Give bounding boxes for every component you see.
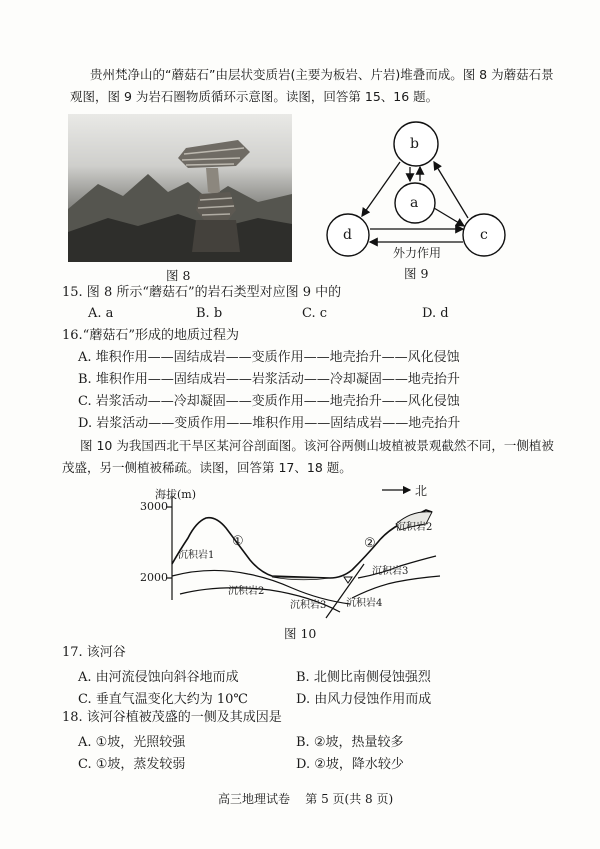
tick-label-3000: 3000	[140, 500, 168, 513]
q17-option-d: D. 由风力侵蚀作用而成	[296, 692, 432, 707]
fault-line	[326, 564, 364, 618]
rock-label-1: 沉积岩1	[178, 550, 215, 561]
rock-label-2: 沉积岩2	[228, 586, 265, 597]
q15-option-b: B. b	[196, 306, 223, 321]
node-d-label: d	[343, 227, 352, 243]
q17-option-a: A. 由河流侵蚀向斜谷地而成	[78, 670, 239, 685]
fig9-caption: 图 9	[404, 266, 429, 281]
arrow-a-to-c	[434, 208, 464, 226]
q18-option-b: B. ②坡，热量较多	[296, 735, 404, 750]
fig10-caption: 图 10	[284, 626, 317, 641]
q16-option-a: A. 堆积作用——固结成岩——变质作用——地壳抬升——风化侵蚀	[78, 350, 460, 365]
rock-label-4: 沉积岩4	[346, 598, 383, 609]
slope-2-marker: ②	[364, 536, 376, 551]
q18-option-d: D. ②坡，降水较少	[296, 757, 404, 772]
rock-label-3b: 沉积岩3	[372, 566, 409, 577]
intro-line-2: 观图，图 9 为岩石圈物质循环示意图。读图，回答第 15、16 题。	[70, 89, 439, 104]
arrow-c-to-b	[434, 162, 468, 218]
q17-stem: 17. 该河谷	[62, 645, 126, 660]
y-axis-label: 海拔(m)	[155, 488, 197, 501]
intro2-line-1: 图 10 为我国西北干旱区某河谷剖面图。该河谷两侧山坡植被景观截然不同，一侧植被	[80, 438, 554, 453]
q16-option-b: B. 堆积作用——固结成岩——岩浆活动——冷却凝固——地壳抬升	[78, 372, 460, 387]
q16-stem: 16.“蘑菇石”形成的地质过程为	[62, 328, 239, 343]
q15-option-c: C. c	[302, 306, 328, 321]
node-a-label: a	[410, 195, 419, 211]
rock-label-2b: 沉积岩2	[396, 522, 433, 533]
node-b-label: b	[410, 136, 419, 152]
external-force-label: 外力作用	[393, 246, 442, 260]
node-c-label: c	[480, 227, 488, 243]
intro-line-1: 贵州梵净山的“蘑菇石”由层状变质岩(主要为板岩、片岩)堆叠而成。图 8 为蘑菇石景	[90, 67, 554, 82]
q18-option-c: C. ①坡，蒸发较弱	[78, 757, 186, 772]
q18-option-a: A. ①坡，光照较强	[78, 735, 186, 750]
rock-label-3a: 沉积岩3	[290, 600, 327, 611]
north-label: 北	[415, 484, 428, 498]
intro2-line-2: 茂盛，另一侧植被稀疏。读图，回答第 17、18 题。	[62, 460, 352, 475]
q15-option-d: D. d	[422, 306, 449, 321]
mushroom-rock-illustration	[68, 114, 292, 262]
q17-option-b: B. 北侧比南侧侵蚀强烈	[296, 670, 431, 685]
arrow-b-to-d	[362, 162, 400, 216]
page-footer: 高三地理试卷 第 5 页(共 8 页)	[218, 792, 394, 806]
q15-stem: 15. 图 8 所示“蘑菇石”的岩石类型对应图 9 中的	[62, 285, 342, 300]
fig8-caption: 图 8	[166, 268, 191, 283]
q16-option-c: C. 岩浆活动——冷却凝固——变质作用——地壳抬升——风化侵蚀	[78, 394, 460, 409]
mushroom-rock-photo	[68, 114, 292, 262]
q17-option-c: C. 垂直气温变化大约为 10℃	[78, 692, 248, 707]
tick-label-2000: 2000	[140, 571, 168, 584]
q16-option-d: D. 岩浆活动——变质作用——堆积作用——固结成岩——地壳抬升	[78, 416, 461, 431]
q18-stem: 18. 该河谷植被茂盛的一侧及其成因是	[62, 710, 282, 725]
q15-option-a: A. a	[88, 306, 114, 321]
slope-1-marker: ①	[232, 534, 244, 549]
